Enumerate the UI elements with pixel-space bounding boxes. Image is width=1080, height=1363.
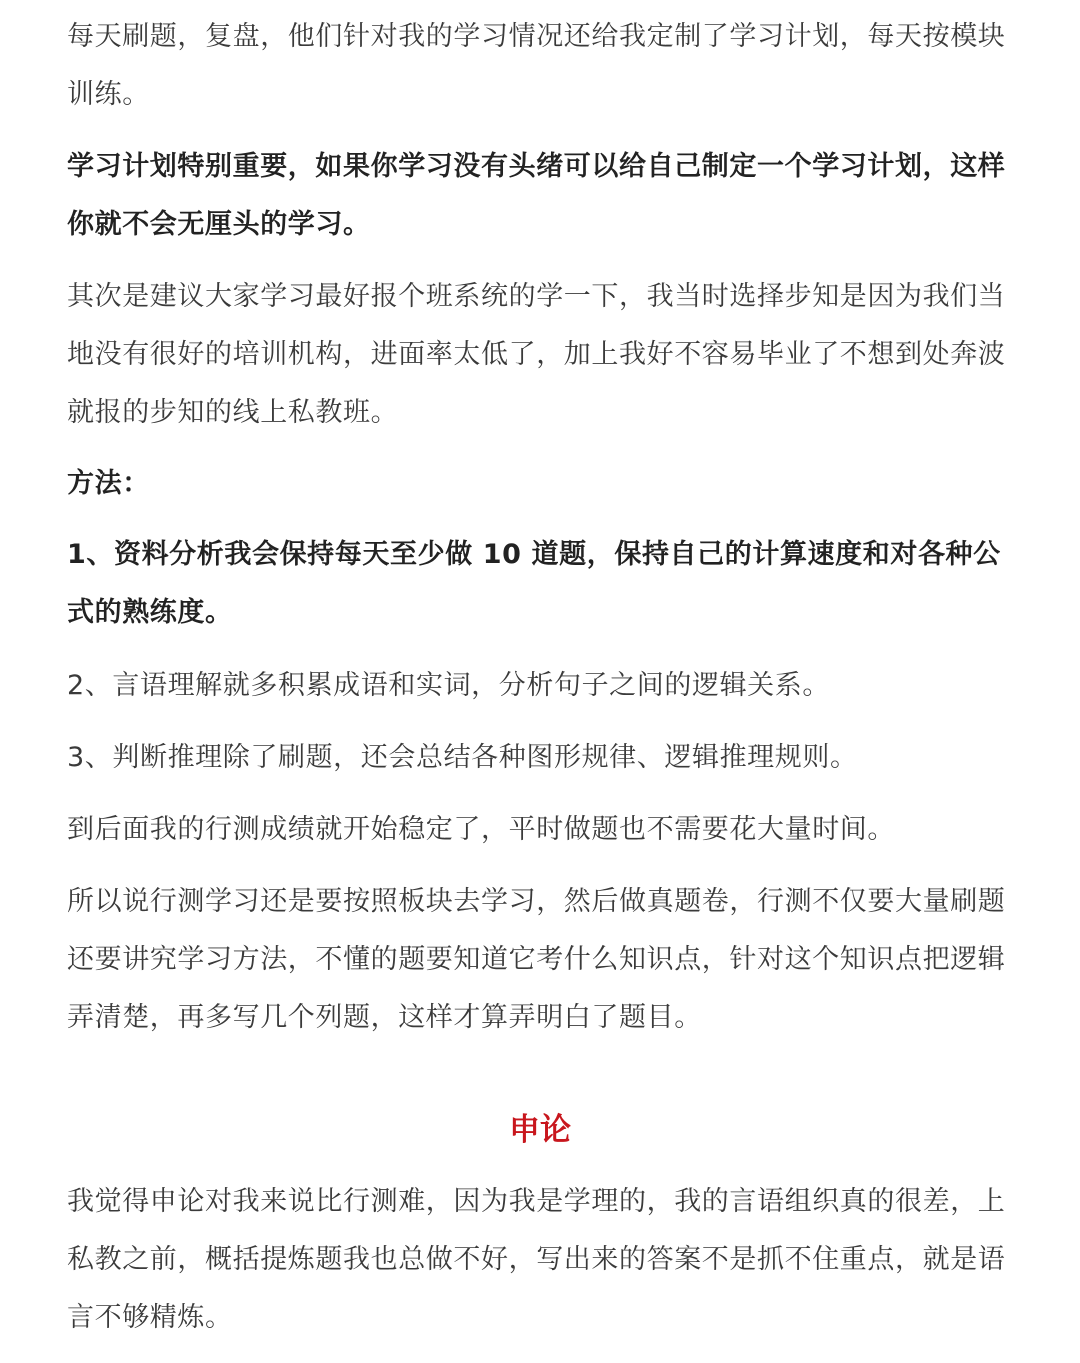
paragraph-daily-practice: 每天刷题，复盘，他们针对我的学习情况还给我定制了学习计划，每天按模块训练。 [67, 21, 1006, 110]
paragraph-study-plan-emphasis: 学习计划特别重要，如果你学习没有头绪可以给自己制定一个学习计划，这样你就不会无厘头的学习。 [67, 151, 1006, 240]
paragraph-stable-results: 到后面我的行测成绩就开始稳定了，平时做题也不需要花大量时间。 [67, 814, 895, 845]
paragraph-methods-label: 方法： [67, 468, 150, 499]
paragraph-method-verbal: 2、言语理解就多积累成语和实词，分析句子之间的逻辑关系。 [67, 670, 830, 701]
paragraph-method-reasoning: 3、判断推理除了刷题，还会总结各种图形规律、逻辑推理规则。 [67, 742, 858, 773]
paragraph-shenlun-difficulty: 我觉得申论对我来说比行测难，因为我是学理的，我的言语组织真的很差，上私教之前，概括提炼题我也总做不好，写出来的答案不是抓不住重点，就是语言不够精炼。 [67, 1186, 1006, 1333]
section-title-shenlun: 申论 [509, 1112, 571, 1148]
paragraph-course-recommendation: 其次是建议大家学习最好报个班系统的学一下，我当时选择步知是因为我们当地没有很好的培训机构，进面率太低了，加上我好不容易毕业了不想到处奔波就报的步知的线上私教班。 [67, 281, 1006, 428]
paragraph-method-data-analysis: 1、资料分析我会保持每天至少做 10 道题，保持自己的计算速度和对各种公式的熟练度。 [67, 539, 1001, 628]
paragraph-study-summary: 所以说行测学习还是要按照板块去学习，然后做真题卷，行测不仅要大量刷题还要讲究学习方法，不懂的题要知道它考什么知识点，针对这个知识点把逻辑弄清楚，再多写几个列题，这样才算弄明白了题目。 [67, 886, 1006, 1033]
